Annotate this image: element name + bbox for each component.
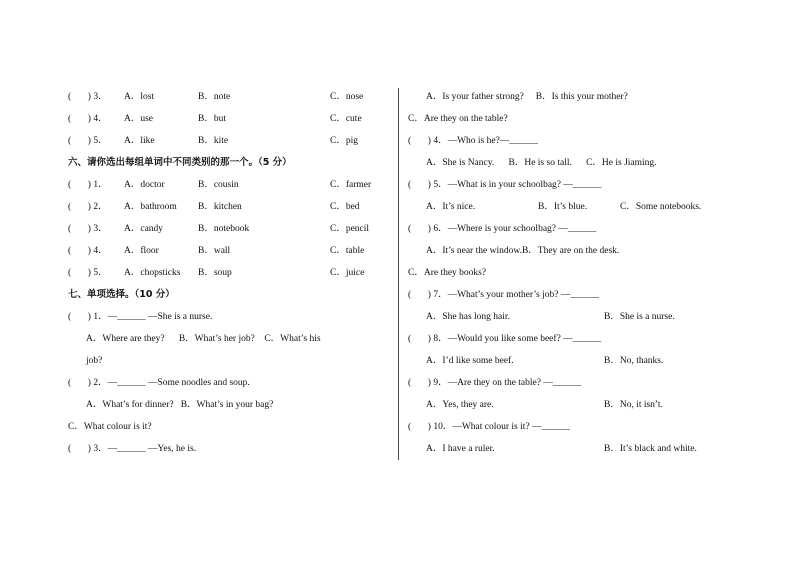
s7-q3-option-c: C．Are they on the table? xyxy=(408,114,508,124)
s7-q7-a: A．She has long hair. xyxy=(426,312,510,322)
section6-title: 六、请你选出每组单词中不同类别的那一个。（5 分） xyxy=(68,157,292,168)
s6-q4-c: C．table xyxy=(330,246,365,256)
s6-q3-b: B．notebook xyxy=(198,224,250,234)
s5-q3-a: A．lost xyxy=(124,92,155,102)
s7-q8: ( ) 8．—Would you like some beef? —______ xyxy=(408,334,602,344)
s5-q5-num: ( ) 5． xyxy=(68,136,108,146)
s6-q1-b: B．cousin xyxy=(198,180,239,190)
s7-q1: ( ) 1．—______ —She is a nurse. xyxy=(68,312,213,322)
s7-q7: ( ) 7．—What’s your mother’s job? —______ xyxy=(408,290,599,300)
s6-q1-a: A．doctor xyxy=(124,180,165,190)
s7-q2: ( ) 2．—______ —Some noodles and soup. xyxy=(68,378,250,388)
s7-q8-a: A．I’d like some beef. xyxy=(426,356,514,366)
section7-title: 七、单项选择。（10 分） xyxy=(68,289,175,300)
s6-q4-num: ( ) 4． xyxy=(68,246,108,256)
s7-q3: ( ) 3．—______ —Yes, he is. xyxy=(68,444,197,454)
s6-q2-c: C．bed xyxy=(330,202,360,212)
s7-q10-a: A．I have a ruler. xyxy=(426,444,495,454)
s5-q5-b: B．kite xyxy=(198,136,229,146)
s6-q3-c: C．pencil xyxy=(330,224,370,234)
s5-q3-num: ( ) 3． xyxy=(68,92,108,102)
s7-q2-option-c: C．What colour is it? xyxy=(68,422,152,432)
s7-q7-b: B．She is a nurse. xyxy=(604,312,675,322)
s6-q1-c: C．farmer xyxy=(330,180,372,190)
s6-q4-a: A．floor xyxy=(124,246,159,256)
s7-q1-options: A．Where are they? B．What’s her job? C．What’s his xyxy=(86,334,321,344)
s5-q3-b: B．note xyxy=(198,92,231,102)
s6-q2-a: A．bathroom xyxy=(124,202,177,212)
s7-q4-options: A．She is Nancy. B．He is so tall. C．He is Jiaming. xyxy=(426,158,657,168)
column-divider xyxy=(398,88,399,460)
s6-q3-num: ( ) 3． xyxy=(68,224,108,234)
s7-q2-options: A．What’s for dinner? B．What’s in your bag? xyxy=(86,400,274,410)
s7-q8-b: B．No, thanks. xyxy=(604,356,664,366)
s6-q2-num: ( ) 2． xyxy=(68,202,108,212)
s5-q5-a: A．like xyxy=(124,136,155,146)
s7-q5: ( ) 5．—What is in your schoolbag? —______ xyxy=(408,180,602,190)
s6-q3-a: A．candy xyxy=(124,224,164,234)
s7-q5-c: C．Some notebooks. xyxy=(620,202,702,212)
s7-q1-options-cont: job? xyxy=(86,356,103,366)
s7-q9-b: B．No, it isn’t. xyxy=(604,400,663,410)
s5-q4-b: B．but xyxy=(198,114,226,124)
s7-q3-options: A．Is your father strong? B．Is this your mother? xyxy=(426,92,628,102)
s7-q5-a: A．It’s nice. xyxy=(426,202,476,212)
s7-q10-b: B．It’s black and white. xyxy=(604,444,697,454)
s5-q4-c: C．cute xyxy=(330,114,362,124)
s6-q5-a: A．chopsticks xyxy=(124,268,181,278)
s7-q6-options: A．It’s near the window.B．They are on the desk. xyxy=(426,246,620,256)
s7-q9-a: A．Yes, they are. xyxy=(426,400,494,410)
s6-q2-b: B．kitchen xyxy=(198,202,242,212)
s5-q3-c: C．nose xyxy=(330,92,364,102)
s7-q6-option-c: C．Are they books? xyxy=(408,268,487,278)
s5-q4-a: A．use xyxy=(124,114,154,124)
s6-q5-b: B．soup xyxy=(198,268,232,278)
s6-q4-b: B．wall xyxy=(198,246,231,256)
s7-q9: ( ) 9．—Are they on the table? —______ xyxy=(408,378,582,388)
s7-q6: ( ) 6．—Where is your schoolbag? —______ xyxy=(408,224,597,234)
s6-q5-c: C．juice xyxy=(330,268,365,278)
s6-q5-num: ( ) 5． xyxy=(68,268,108,278)
s5-q4-num: ( ) 4． xyxy=(68,114,108,124)
s7-q5-b: B．It’s blue. xyxy=(538,202,588,212)
s7-q4: ( ) 4．—Who is he?—______ xyxy=(408,136,538,146)
s7-q10: ( ) 10．—What colour is it? —______ xyxy=(408,422,571,432)
s5-q5-c: C．pig xyxy=(330,136,358,146)
s6-q1-num: ( ) 1． xyxy=(68,180,108,190)
